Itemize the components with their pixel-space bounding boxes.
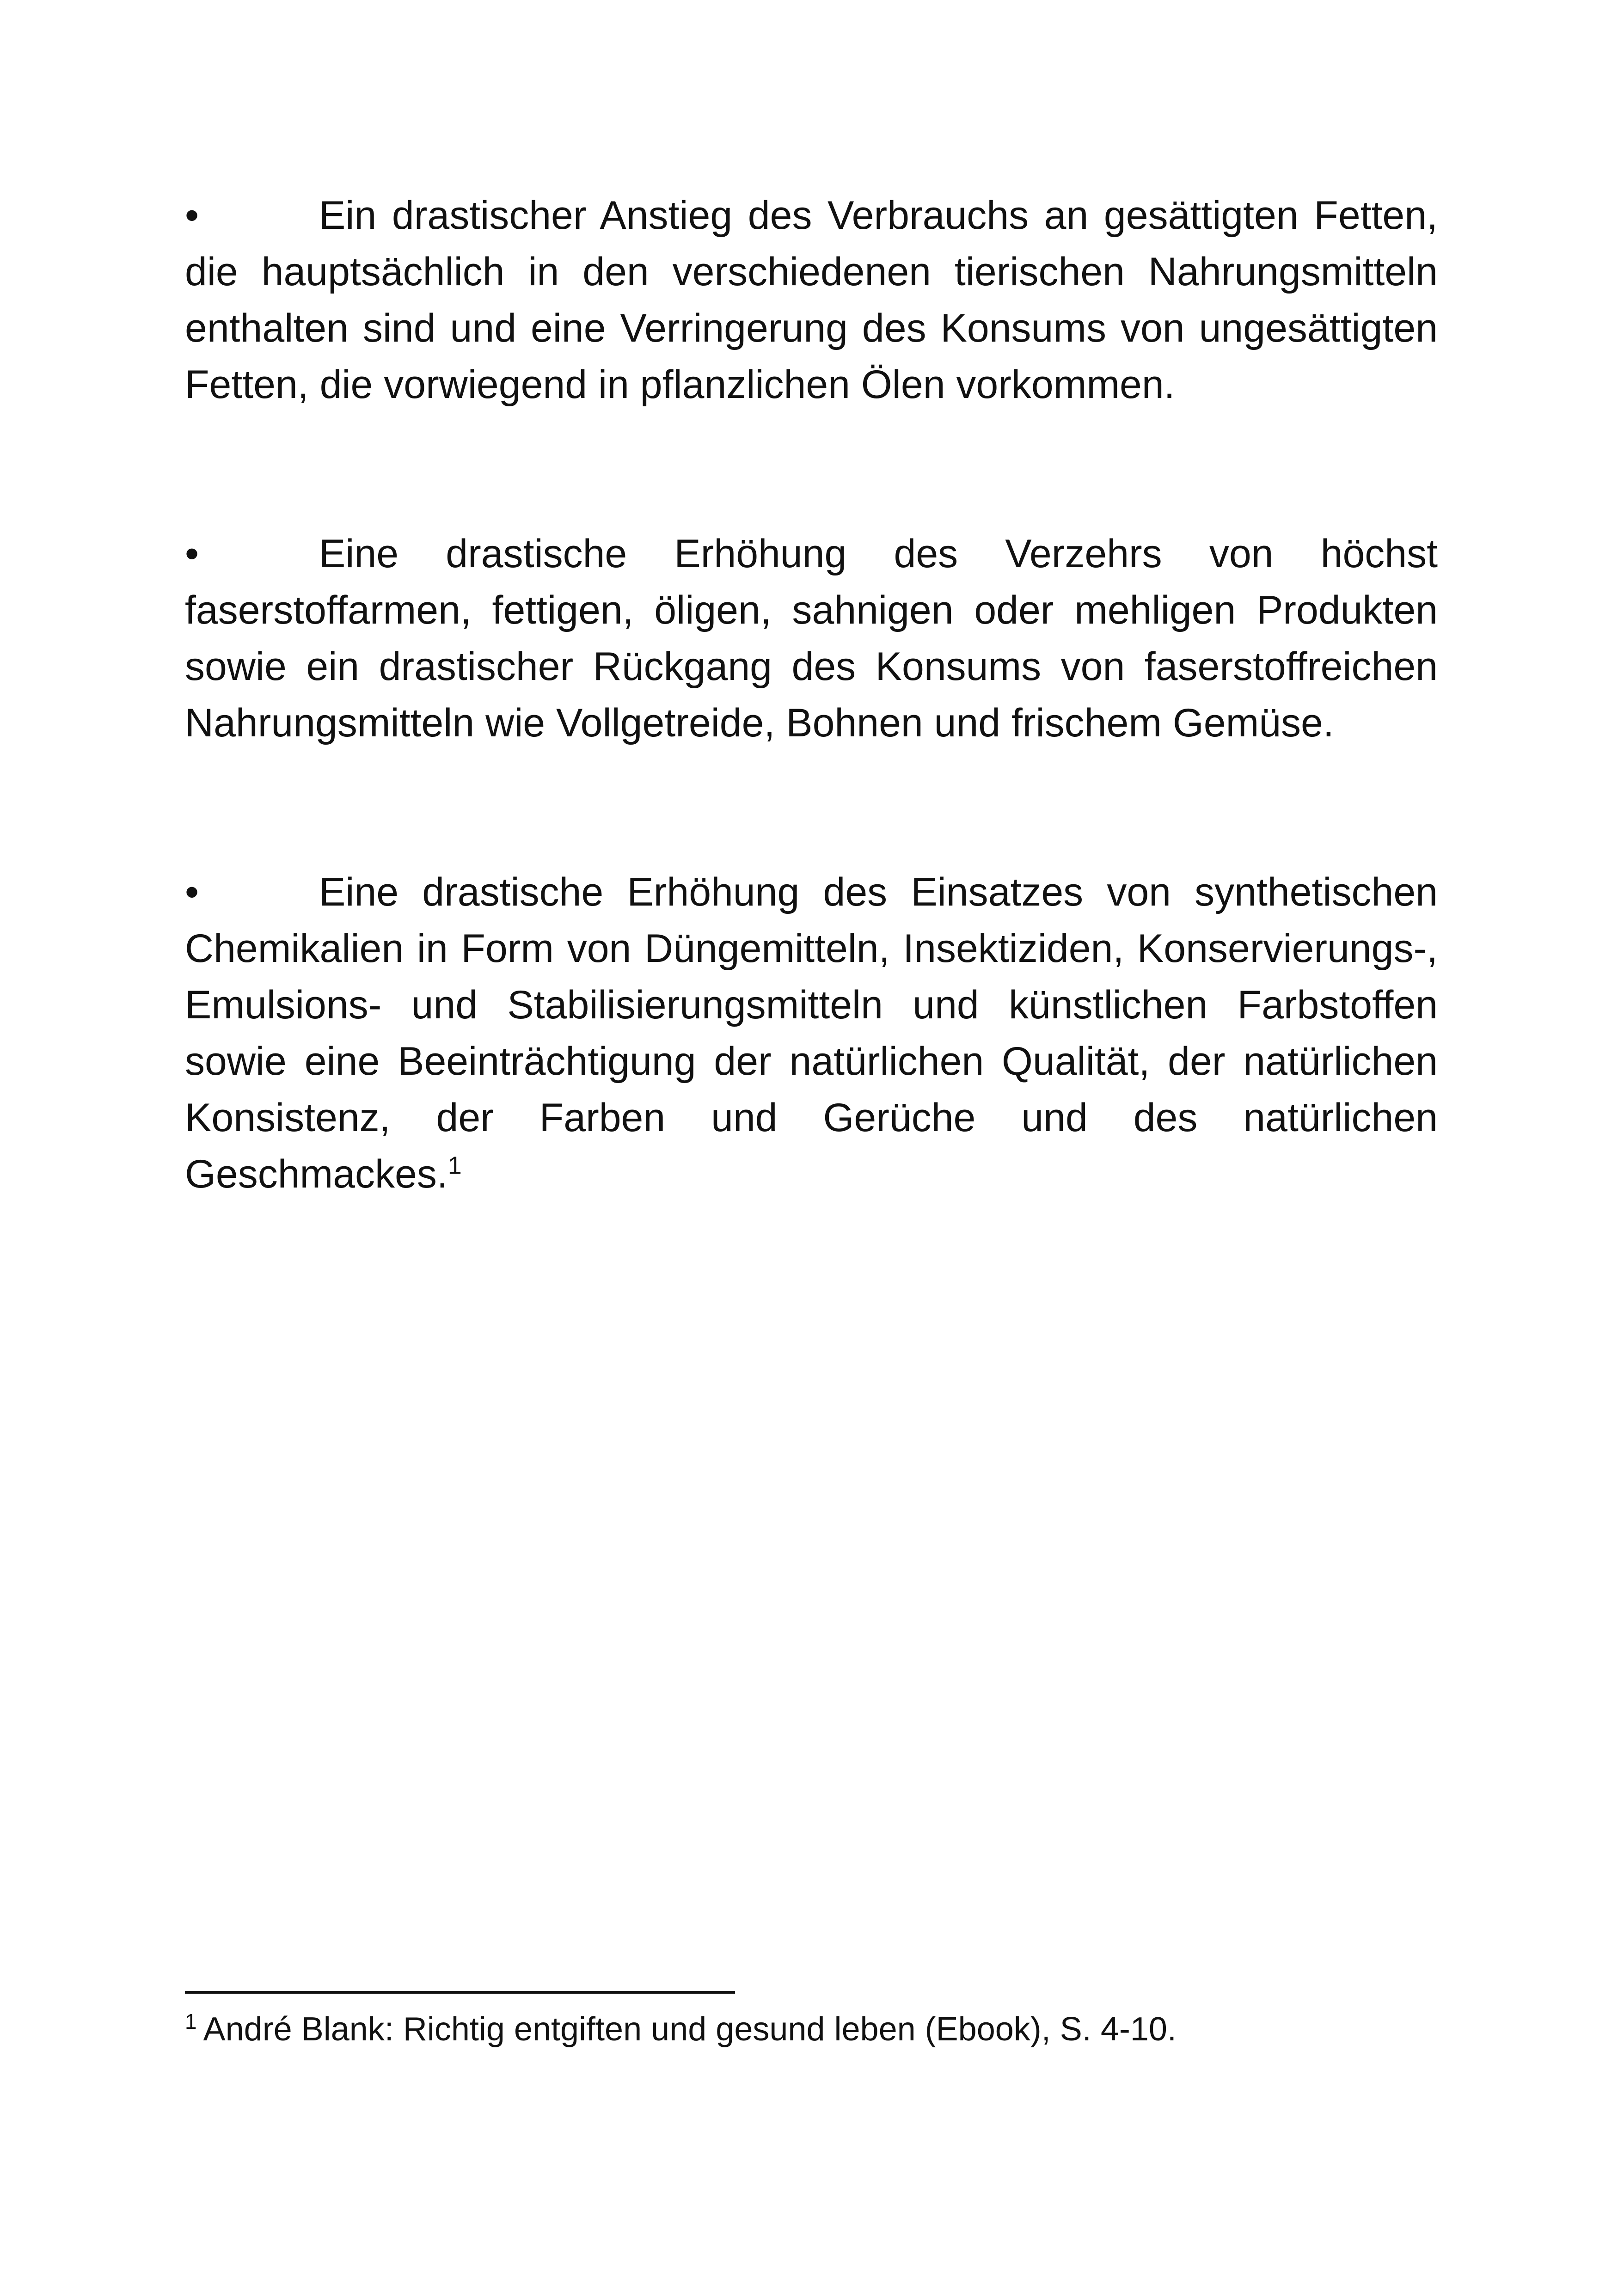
bullet-item [185, 187, 1438, 413]
footnote [185, 2006, 1438, 2052]
footnote-separator [185, 1991, 735, 1994]
bullet-text: Ein drastischer Anstieg des Verbrauchs an gesättigten Fetten, die hauptsächlich in den verschiedenen tierischen Nahrungsmitteln enthalten sind und eine Verringerung des Konsums von ungesättigten Fetten, die vorwiegend in pflanzlichen Ölen vorkommen. [185, 193, 1438, 407]
footnote-text: André Blank: Richtig entgiften und gesund leben (Ebook), S. 4-10. [203, 2011, 1177, 2048]
bullet-item [185, 864, 1438, 1202]
bullet-symbol: • [185, 532, 199, 576]
footnote-reference[interactable]: 1 [447, 1151, 462, 1180]
footnote-number: 1 [185, 2009, 197, 2033]
body-text [185, 187, 1438, 1315]
bullet-item [185, 526, 1438, 751]
bullet-text: Eine drastische Erhöhung des Einsatzes von synthetischen Chemikalien in Form von Düngemitteln, Insektiziden, Konservierungs-, Emulsions- und Stabilisierungsmitteln und künstlichen Farbstoffen sowie eine Beeinträchtigung der natürlichen Qualität, der natürlichen Konsistenz, der Farben und Gerüche und des natürlichen Geschmackes. [185, 870, 1438, 1196]
bullet-symbol: • [185, 870, 199, 914]
bullet-symbol: • [185, 193, 199, 238]
bullet-text: Eine drastische Erhöhung des Verzehrs von höchst faserstoffarmen, fettigen, öligen, sahnigen oder mehligen Produkten sowie ein drastischer Rückgang des Konsums von faserstoffreichen Nahrungsmitteln wie Vollgetreide, Bohnen und frischem Gemüse. [185, 532, 1438, 745]
